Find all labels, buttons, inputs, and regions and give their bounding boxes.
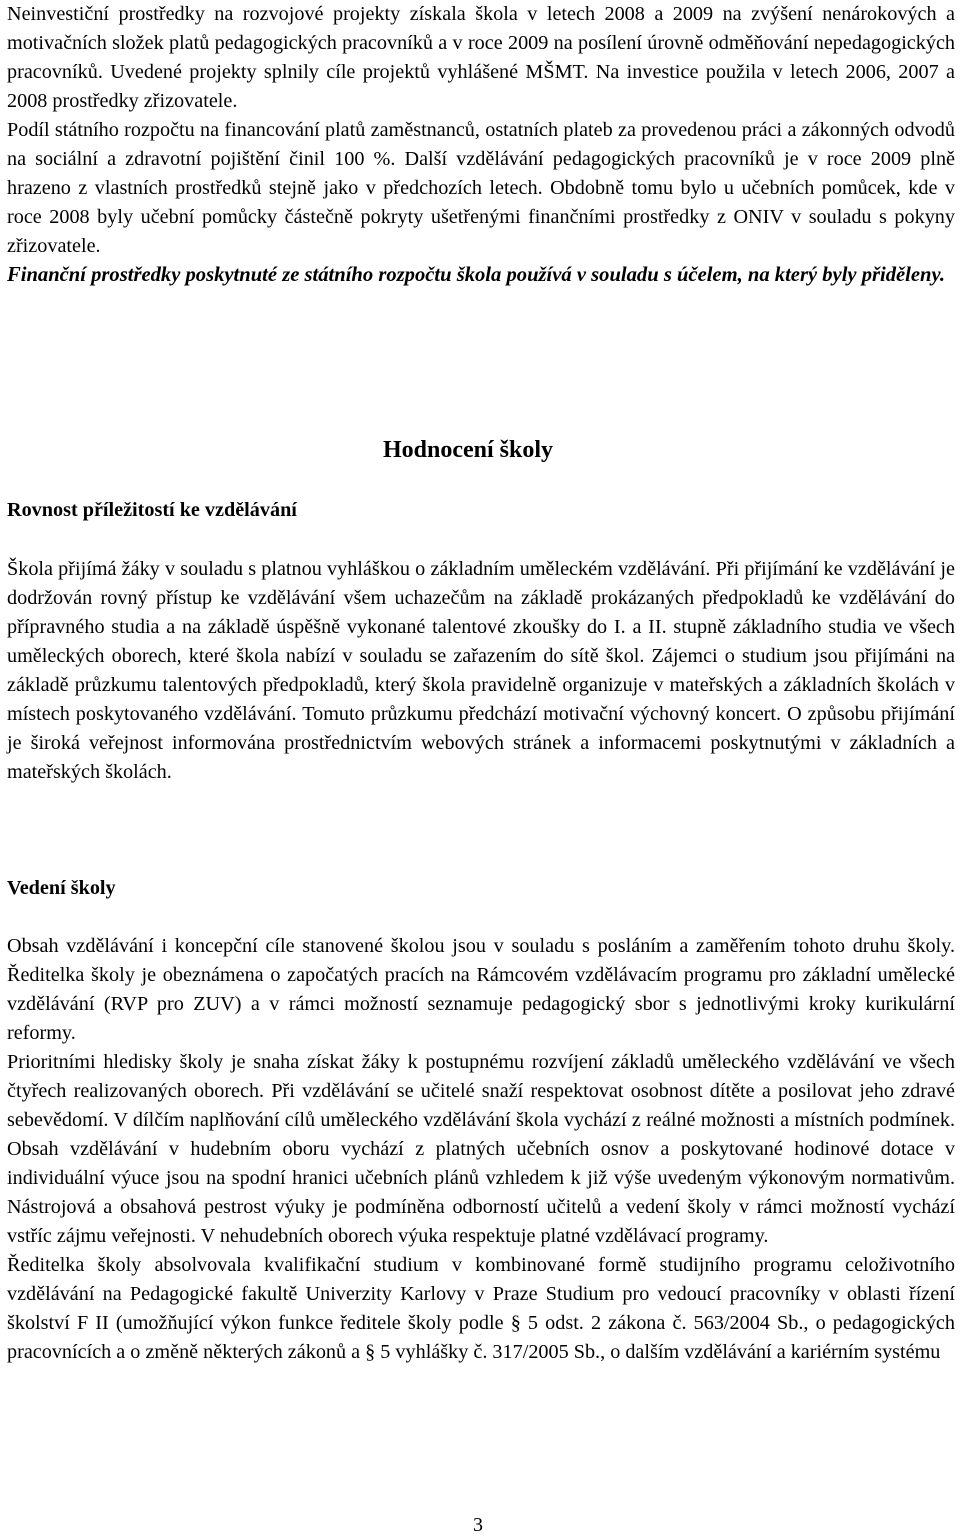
intro-paragraph-funding-projects: Neinvestiční prostředky na rozvojové projekty získala škola v letech 2008 a 2009 na zvýšení nenárokových a motivačních složek platů pedagogických pracovníků a v roce 2009 na posílení úrovně odměňování nepedagogických pracovníků. Uvedené projekty splnily cíle projektů vyhlášené MŠMT. Na investice použila v letech 2006, 2007 a 2008 prostředky zřizovatele. bbox=[7, 3, 955, 112]
intro-section bbox=[7, 0, 955, 290]
school-management-section bbox=[7, 932, 955, 1367]
heading-equal-opportunities: Rovnost příležitostí ke vzdělávání bbox=[7, 499, 297, 521]
page-number: 3 bbox=[473, 1514, 483, 1536]
management-paragraph-priorities: Prioritními hledisky školy je snaha získat žáky k postupnému rozvíjení základů uměleckého vzdělávání ve všech čtyřech realizovaných oborech. Při vzdělávání se učitelé snaží respektovat osobnost dítěte a posilovat jeho zdravé sebevědomí. V dílčím naplňování cílů uměleckého vzdělávání škola vychází z reálné možnosti a místních podmínek. Obsah vzdělávání v hudebním oboru vychází z platných učebních osnov a poskytované hodinové dotace v individuální výuce jsou na spodní hranici učebních plánů vzhledem k již výše uvedeným výkonovým normativům. Nástrojová a obsahová pestrost výuky je podmíněna odborností učitelů a vedení školy v rámci možností vychází vstříc zájmu veřejnosti. V nehudebních oborech výuka respektuje platné vzdělávací programy. bbox=[7, 1051, 955, 1247]
intro-emphasis-statement: Finanční prostředky poskytnuté ze státního rozpočtu škola používá v souladu s účelem, na který byly přiděleny. bbox=[7, 264, 946, 286]
document-page bbox=[7, 0, 955, 1363]
heading-school-management: Vedení školy bbox=[7, 877, 116, 899]
section-title-school-evaluation: Hodnocení školy bbox=[383, 437, 554, 463]
management-paragraph-content-goals: Obsah vzdělávání i koncepční cíle stanovené školou jsou v souladu s posláním a zaměřením tohoto druhu školy. Ředitelka školy je obeznámena o započatých pracích na Rámcovém vzdělávacím programu pro základní umělecké vzdělávání (RVP pro ZUV) a v rámci možností seznamuje pedagogický sbor s jednotlivými kroky kurikulární reformy. bbox=[7, 935, 955, 1044]
intro-paragraph-state-budget: Podíl státního rozpočtu na financování platů zaměstnanců, ostatních plateb za provedenou práci a zákonných odvodů na sociální a zdravotní pojištění činil 100 %. Další vzdělávání pedagogických pracovníků je v roce 2009 plně hrazeno z vlastních prostředků stejně jako v předchozích letech. Obdobně tomu bylo u učebních pomůcek, kde v roce 2008 byly učební pomůcky částečně pokryty ušetřenými finančními prostředky z ONIV v souladu s pokyny zřizovatele. bbox=[7, 119, 955, 257]
management-paragraph-headmistress-qualification: Ředitelka školy absolvovala kvalifikační studium v kombinované formě studijního programu celoživotního vzdělávání na Pedagogické fakultě Univerzity Karlovy v Praze Studium pro vedoucí pracovníky v oblasti řízení školství F II (umožňující výkon funkce ředitele školy podle § 5 odst. 2 zákona č. 563/2004 Sb., o pedagogických pracovnících a o změně některých zákonů a § 5 vyhlášky č. 317/2005 Sb., o dalším vzdělávání a kariérním systému bbox=[7, 1254, 955, 1363]
equal-opportunities-paragraph: Škola přijímá žáky v souladu s platnou vyhláškou o základním uměleckém vzdělávání. Při přijímání ke vzdělávání je dodržován rovný přístup ke vzdělávání všem uchazečům na základě prokázaných předpokladů ke vzdělávání do přípravného studia a na základě úspěšně vykonané talentové zkoušky do I. a II. stupně základního studia ve všech uměleckých oborech, které škola nabízí v souladu se zařazením do sítě škol. Zájemci o studium jsou přijímáni na základě průzkumu talentových předpokladů, který škola pravidelně organizuje v mateřských a základních školách v místech poskytovaného vzdělávání. Tomuto průzkumu předchází motivační výchovný koncert. O způsobu přijímání je široká veřejnost informována prostřednictvím webových stránek a informacemi poskytnutými v základních a mateřských školách. bbox=[7, 558, 955, 783]
equal-opportunities-section bbox=[7, 555, 955, 787]
